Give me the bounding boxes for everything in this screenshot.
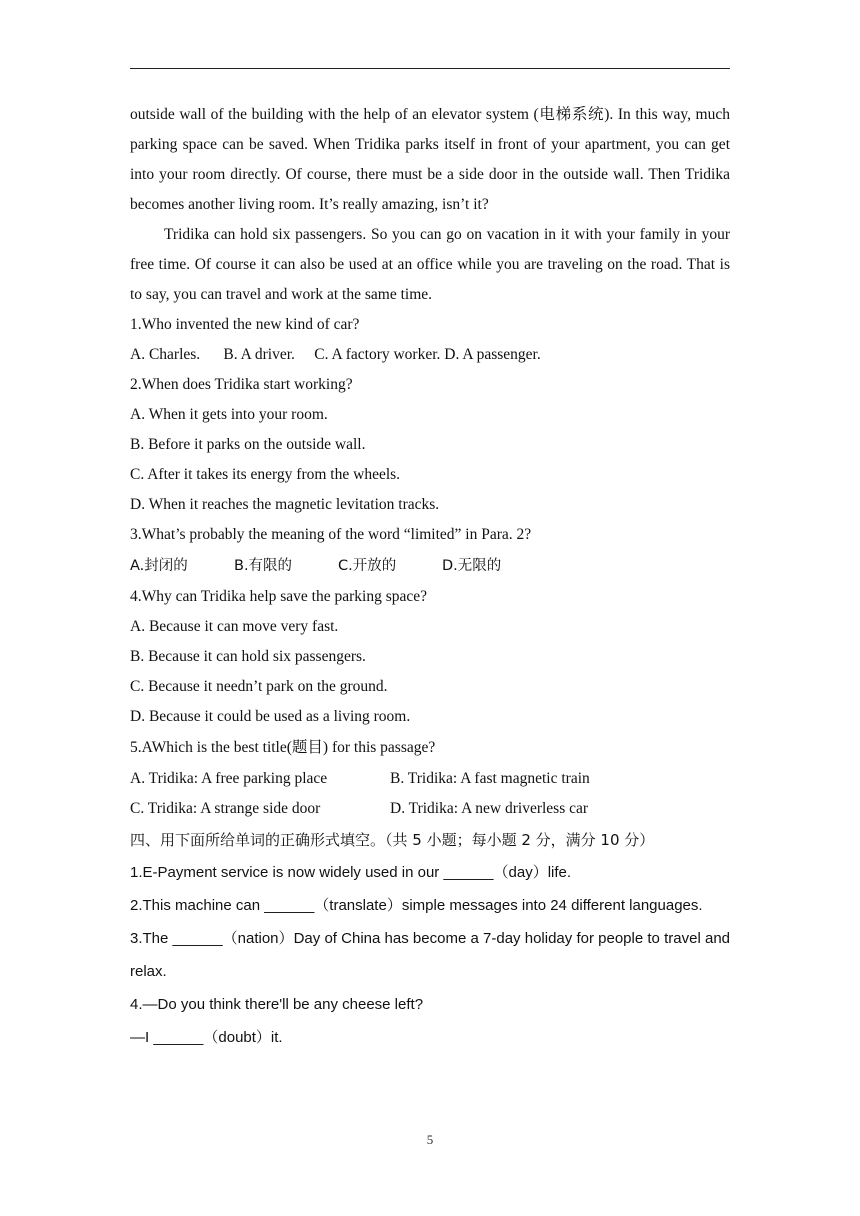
fill-in-item: —I ______（doubt）it. [130, 1029, 283, 1046]
question-options-row [130, 794, 730, 824]
option: B. Before it parks on the outside wall. [130, 436, 366, 453]
option: A.封闭的 [130, 558, 188, 574]
option: B. Because it can hold six passengers. [130, 648, 366, 665]
question-options-row [130, 764, 730, 794]
question-stem: 3.What’s probably the meaning of the word “limited” in Para. 2? [130, 526, 532, 543]
fill-in-item: 3.The ______（nation）Day of China has become a 7-day holiday for people to travel and relax. [130, 930, 730, 980]
option: B. A driver. [223, 346, 295, 363]
option: A. Charles. [130, 346, 201, 363]
fill-in-item: 4.—Do you think there'll be any cheese left? [130, 996, 424, 1013]
option: C. After it takes its energy from the wheels. [130, 466, 401, 483]
option: C. Because it needn’t park on the ground. [130, 678, 388, 695]
option: A. Because it can move very fast. [130, 618, 339, 635]
header-rule [130, 68, 730, 69]
fill-in-item: 1.E-Payment service is now widely used in our ______（day）life. [130, 864, 572, 881]
option: C. Tridika: A strange side door [130, 800, 321, 817]
question-options-row [130, 550, 730, 582]
fill-in-item: 2.This machine can ______（translate）simple messages into 24 different languages. [130, 897, 703, 914]
question-stem: 2.When does Tridika start working? [130, 376, 353, 393]
option: D. Tridika: A new driverless car [390, 800, 589, 817]
fill-in-items [130, 856, 730, 1054]
option: C.开放的 [338, 558, 397, 574]
option: D. When it reaches the magnetic levitation tracks. [130, 496, 440, 513]
page-body [130, 100, 730, 1054]
option: B. Tridika: A fast magnetic train [390, 770, 590, 787]
passage-paragraph: Tridika can hold six passengers. So you can go on vacation in it with your family in your free time. Of course it can also be used at an office while you are traveling on the road. That is to say, you can travel and work at the same time. [130, 226, 730, 303]
option: C. A factory worker. [314, 346, 441, 363]
option: D.无限的 [442, 558, 502, 574]
option: A. Tridika: A free parking place [130, 770, 328, 787]
section-heading: 四、用下面所给单词的正确形式填空。（共 5 小题；每小题 2 分，满分 10 分） [130, 831, 655, 849]
option: D. Because it could be used as a living room. [130, 708, 411, 725]
option: B.有限的 [234, 558, 293, 574]
option: D. A passenger. [444, 346, 541, 363]
question-options-row [130, 340, 730, 370]
question-stem: 4.Why can Tridika help save the parking space? [130, 588, 427, 605]
question-stem: 1.Who invented the new kind of car? [130, 316, 360, 333]
option: A. When it gets into your room. [130, 406, 328, 423]
question-stem: 5.AWhich is the best title(题目) for this passage? [130, 739, 436, 756]
passage-paragraph: outside wall of the building with the help of an elevator system (电梯系统). In this way, much parking space can be saved. When Tridika parks itself in front of your apartment, you can get into your room directly. Of course, there must be a side door in the outside wall. Then Tridika becomes another living room. It’s really amazing, isn’t it? [130, 106, 730, 213]
page-number: 5 [426, 1132, 434, 1147]
